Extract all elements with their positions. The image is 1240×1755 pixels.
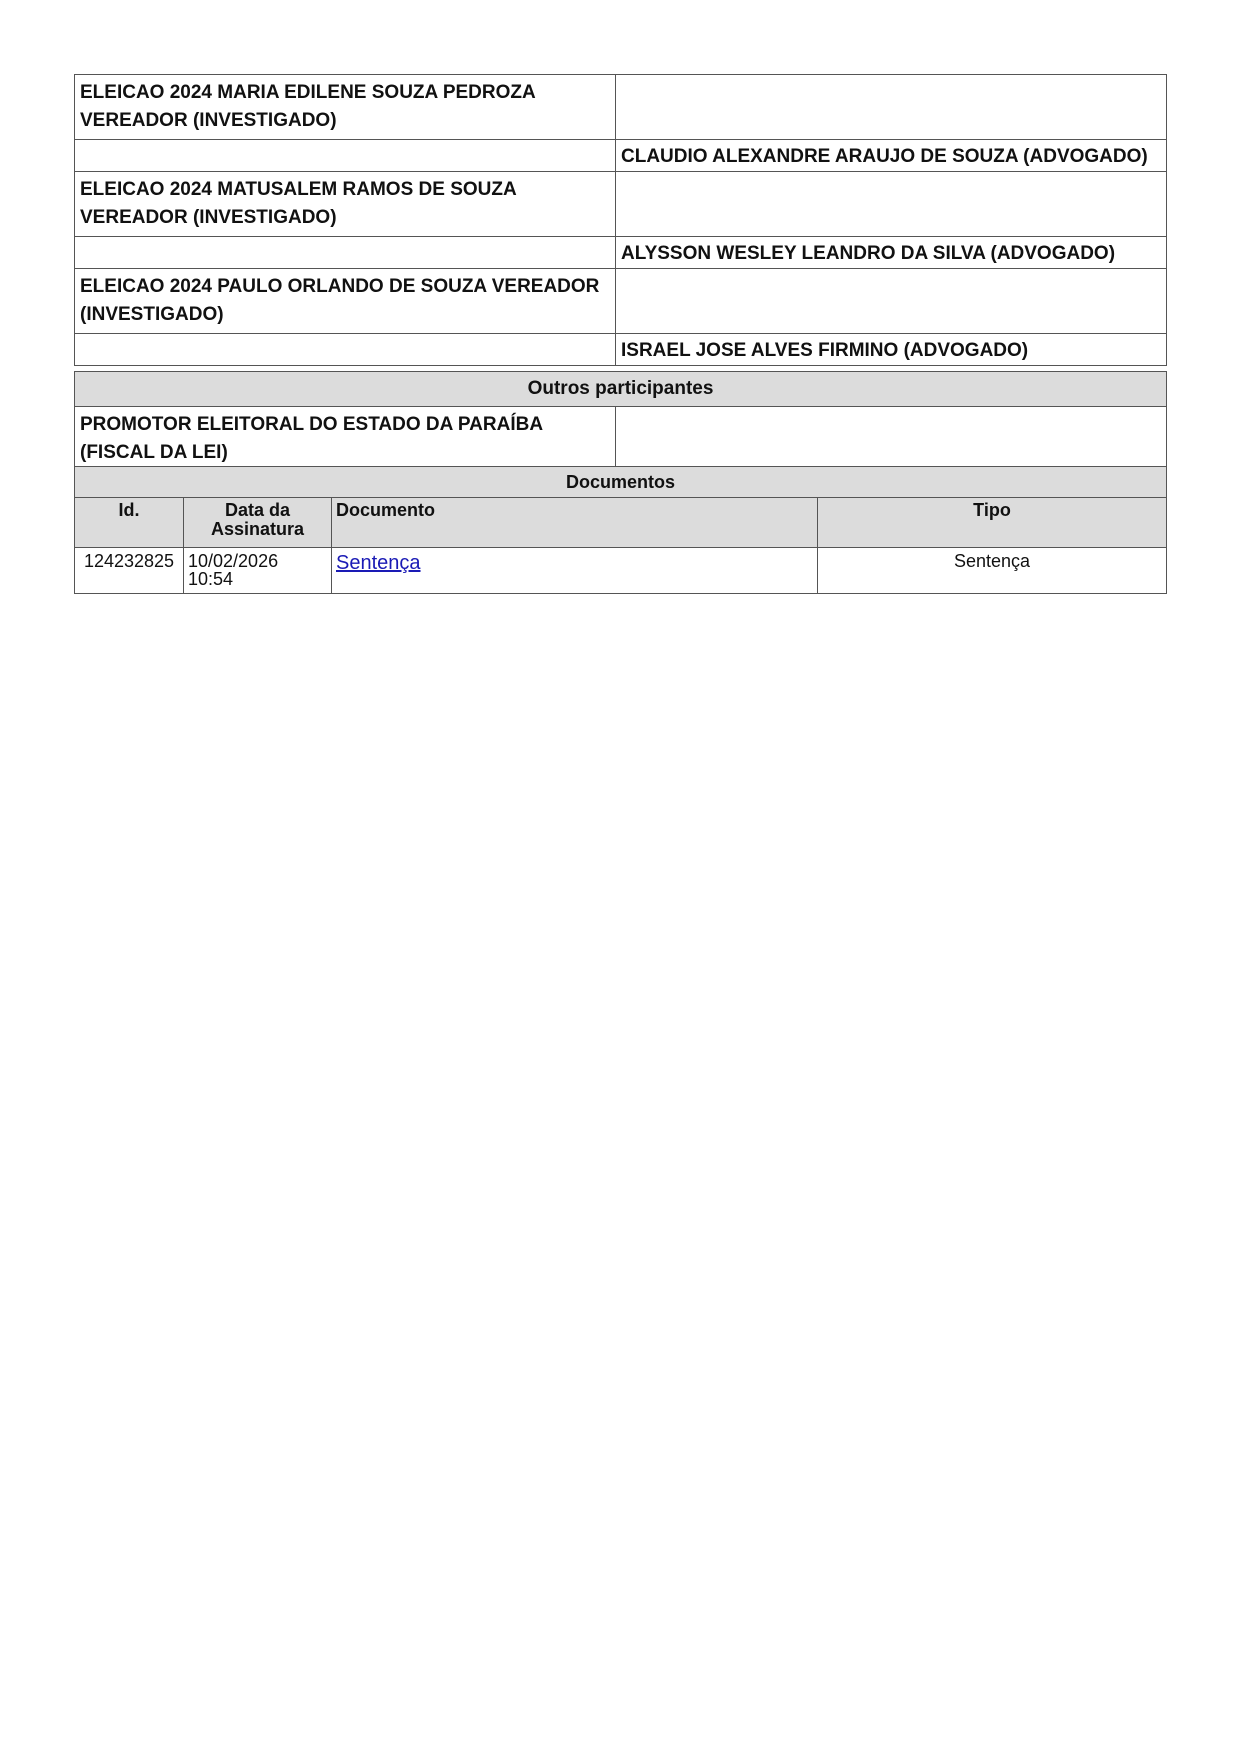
empty-cell (616, 407, 1167, 472)
lawyer-row (75, 140, 1167, 172)
participant-row (75, 407, 1167, 472)
cell-time: 10:54 (188, 569, 234, 589)
parties-table (74, 74, 1167, 366)
empty-cell (616, 75, 1167, 140)
empty-cell (616, 172, 1167, 237)
party-row (75, 75, 1167, 140)
empty-cell (75, 140, 616, 172)
documentos-table (74, 466, 1167, 594)
column-header-data-line1: Data da (224, 500, 291, 520)
column-header-tipo-label: Tipo (973, 500, 1011, 520)
section-title-outros: Outros participantes (75, 372, 1167, 407)
lawyer-name: ALYSSON WESLEY LEANDRO DA SILVA (ADVOGADO) (616, 237, 1167, 269)
lawyer-row (75, 237, 1167, 269)
column-header-id (75, 498, 184, 548)
party-row (75, 269, 1167, 334)
empty-cell (616, 269, 1167, 334)
cell-tipo: Sentença (818, 548, 1167, 594)
column-header-id-label: Id. (118, 500, 140, 520)
lawyer-row (75, 334, 1167, 366)
column-header-documento (332, 498, 818, 548)
empty-cell (75, 237, 616, 269)
column-header-tipo (818, 498, 1167, 548)
column-header-data-line2: Assinatura (210, 519, 305, 539)
participant-name: PROMOTOR ELEITORAL DO ESTADO DA PARAÍBA (FISCAL DA LEI) (75, 407, 616, 472)
section-title-documentos: Documentos (75, 467, 1167, 498)
cell-data-assinatura (184, 548, 332, 594)
party-name: ELEICAO 2024 MARIA EDILENE SOUZA PEDROZA VEREADOR (INVESTIGADO) (75, 75, 616, 140)
lawyer-name: CLAUDIO ALEXANDRE ARAUJO DE SOUZA (ADVOGADO) (616, 140, 1167, 172)
outros-participantes-table (74, 371, 1167, 472)
party-name: ELEICAO 2024 PAULO ORLANDO DE SOUZA VEREADOR (INVESTIGADO) (75, 269, 616, 334)
column-header-data-assinatura (184, 498, 332, 548)
column-header-documento-label: Documento (336, 500, 435, 520)
lawyer-name: ISRAEL JOSE ALVES FIRMINO (ADVOGADO) (616, 334, 1167, 366)
party-name: ELEICAO 2024 MATUSALEM RAMOS DE SOUZA VEREADOR (INVESTIGADO) (75, 172, 616, 237)
document-link[interactable]: Sentença (336, 552, 421, 574)
cell-documento (332, 548, 818, 594)
party-row (75, 172, 1167, 237)
cell-date: 10/02/2026 (188, 551, 279, 571)
empty-cell (75, 334, 616, 366)
section-header-row (75, 467, 1167, 498)
cell-id: 124232825 (75, 548, 184, 594)
table-header-row (75, 498, 1167, 548)
section-header-row (75, 372, 1167, 407)
table-row (75, 548, 1167, 594)
